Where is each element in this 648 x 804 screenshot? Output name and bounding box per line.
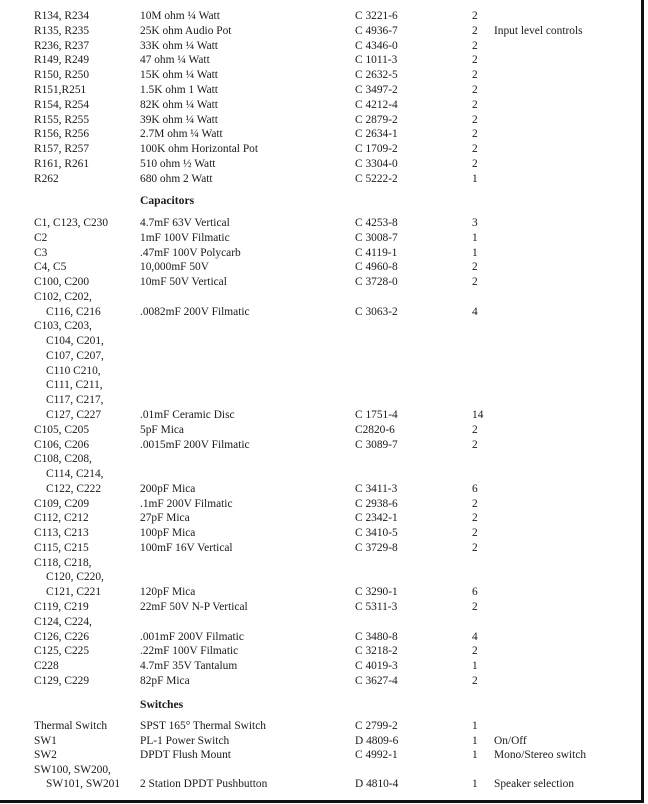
table-row [0,260,641,275]
part-quantity: 1 [472,172,478,185]
table-row [0,526,641,541]
part-description: 82K ohm ¼ Watt [140,98,218,111]
part-quantity: 2 [472,10,478,22]
part-number: C 4119-1 [355,246,398,259]
part-description: 39K ohm ¼ Watt [140,113,218,126]
part-number: C 5222-2 [355,172,398,185]
part-quantity: 2 [472,39,478,52]
part-quantity: 2 [472,128,478,141]
part-reference: C228 [34,660,59,673]
part-quantity: 2 [472,674,478,687]
part-number: C 2632-5 [355,69,398,82]
part-quantity: 2 [472,601,478,614]
part-number: C 1709-2 [355,143,398,156]
part-description: 10mF 50V Vertical [140,276,227,289]
part-reference: R134, R234 [34,10,90,22]
table-row [0,98,641,113]
part-quantity: 2 [472,54,478,67]
part-quantity: 2 [472,497,478,510]
part-description: 4.7mF 35V Tantalum [140,660,238,673]
part-description: 680 ohm 2 Watt [140,172,213,185]
table-row [0,630,641,645]
part-reference: SW2 [34,749,57,762]
table-row [0,644,641,659]
table-row [0,275,641,290]
part-note: Mono/Stereo switch [494,749,587,762]
table-row [0,216,641,231]
part-description: 10M ohm ¼ Watt [140,10,220,22]
part-description: 100mF 16V Vertical [140,541,233,554]
part-number: D 4809-6 [355,734,399,747]
table-row [0,763,641,778]
table-row [0,511,641,526]
table-row [0,334,641,349]
part-reference: R155, R255 [34,113,90,126]
table-row [0,68,641,83]
part-description: 82pF Mica [140,674,190,687]
part-description: .22mF 100V Filmatic [140,645,239,658]
table-row [0,349,641,364]
table-row [0,438,641,453]
part-reference: Thermal Switch [34,720,108,732]
table-row [0,393,641,408]
table-row [0,674,641,689]
part-reference: C103, C203, [34,320,92,333]
table-row [0,482,641,497]
part-reference: C3 [34,246,48,259]
table-row [0,53,641,68]
part-quantity: 2 [472,541,478,554]
part-description: 2 Station DPDT Pushbutton [140,778,268,791]
table-row [0,364,641,379]
part-description: .0015mF 200V Filmatic [140,438,250,451]
part-quantity: 4 [472,630,478,643]
table-row [0,570,641,585]
table-row [0,467,641,482]
part-description: .47mF 100V Polycarb [140,246,241,259]
part-reference: C114, C214, [46,468,104,481]
table-row [0,497,641,512]
part-reference: C113, C213 [34,527,89,540]
table-row [0,290,641,305]
part-reference: C106, C206 [34,438,90,451]
part-description: .1mF 200V Filmatic [140,497,233,510]
part-reference: R154, R254 [34,98,90,111]
part-quantity: 2 [472,276,478,289]
part-number: C 4960-8 [355,261,398,274]
part-description: 47 ohm ¼ Watt [140,54,210,67]
part-reference: C127, C227 [46,409,102,421]
part-number: C2820-6 [355,423,395,436]
table-row [0,408,641,423]
part-number: C 4346-0 [355,39,398,52]
part-reference: R262 [34,172,59,185]
table-row [0,748,641,763]
part-number: C 3221-6 [355,10,398,22]
part-reference: C120, C220, [46,571,104,584]
table-row [0,24,641,39]
part-quantity: 1 [472,778,478,791]
part-reference: C109, C209 [34,497,90,510]
part-quantity: 1 [472,246,478,259]
part-description: 1mF 100V Filmatic [140,231,230,244]
part-number: C 2938-6 [355,497,398,510]
table-row [0,246,641,261]
part-reference: SW1 [34,734,57,747]
part-number: C 3729-8 [355,541,398,554]
part-description: 27pF Mica [140,512,190,525]
part-reference: C121, C221 [46,586,102,599]
part-reference: C4, C5 [34,261,67,274]
part-quantity: 2 [472,113,478,126]
part-reference: C107, C207, [46,349,104,362]
capacitors-heading: Capacitors [140,194,195,207]
part-number: D 4810-4 [355,778,399,791]
part-number: C 4936-7 [355,24,398,37]
part-reference: C108, C208, [34,453,92,466]
part-description: 33K ohm ¼ Watt [140,39,218,52]
table-row [0,659,641,674]
part-reference: C102, C202, [34,290,92,303]
part-number: C 3218-2 [355,645,398,658]
table-row [0,423,641,438]
part-number: C 3627-4 [355,674,398,687]
part-reference: C126, C226 [34,630,90,643]
part-quantity: 1 [472,720,478,732]
part-quantity: 2 [472,527,478,540]
part-number: C 4992-1 [355,749,398,762]
part-description: 2.7M ohm ¼ Watt [140,128,223,141]
part-reference: R150, R250 [34,69,90,82]
part-number: C 2342-1 [355,512,398,525]
part-reference: C125, C225 [34,645,90,658]
part-reference: SW100, SW200, [34,763,111,776]
table-row [0,556,641,571]
table-row [0,378,641,393]
part-quantity: 2 [472,98,478,111]
part-reference: R157, R257 [34,143,90,156]
part-reference: R149, R249 [34,54,90,67]
part-reference: SW101, SW201 [46,778,121,791]
part-quantity: 2 [472,423,478,436]
part-reference: C105, C205 [34,423,90,436]
part-description: 15K ohm ¼ Watt [140,69,218,82]
part-description: 100pF Mica [140,527,196,540]
part-quantity: 6 [472,586,478,599]
table-row [0,39,641,54]
part-description: 200pF Mica [140,482,196,495]
part-reference: C104, C201, [46,335,104,348]
part-number: C 4019-3 [355,660,398,673]
part-number: C 3290-1 [355,586,398,599]
table-row [0,142,641,157]
part-number: C 3089-7 [355,438,398,451]
part-number: C 4253-8 [355,217,398,229]
part-description: 25K ohm Audio Pot [140,24,232,37]
part-quantity: 2 [472,438,478,451]
part-reference: C2 [34,231,48,244]
part-quantity: 2 [472,645,478,658]
part-quantity: 2 [472,261,478,274]
part-quantity: 1 [472,734,478,747]
part-quantity: 6 [472,482,478,495]
part-reference: C115, C215 [34,541,89,554]
part-description: 120pF Mica [140,586,196,599]
part-reference: R135, R235 [34,24,90,37]
part-note: Input level controls [494,24,583,37]
part-description: 4.7mF 63V Vertical [140,217,230,229]
part-reference: C124, C224, [34,615,92,628]
part-description: 1.5K ohm 1 Watt [140,84,218,96]
part-reference: R236, R237 [34,39,90,52]
table-row [0,615,641,630]
table-row [0,541,641,556]
part-reference: C110 C210, [46,364,101,377]
part-number: C 2799-2 [355,720,398,732]
part-quantity: 1 [472,231,478,244]
part-number: C 3410-5 [355,527,398,540]
part-quantity: 3 [472,217,478,229]
table-row [0,83,641,98]
part-number: C 3497-2 [355,84,398,96]
table-row [0,157,641,172]
part-reference: R151,R251 [34,84,87,96]
table-row [0,600,641,615]
table-row [0,319,641,334]
part-quantity: 2 [472,84,478,96]
table-row [0,231,641,246]
part-quantity: 2 [472,69,478,82]
part-number: C 1011-3 [355,54,398,67]
part-reference: C117, C217, [46,394,104,407]
part-number: C 4212-4 [355,98,398,111]
part-reference: C122, C222 [46,482,102,495]
part-reference: C100, C200 [34,276,90,289]
part-quantity: 2 [472,158,478,170]
switches-heading: Switches [140,698,184,711]
part-number: C 3728-0 [355,276,398,289]
part-reference: C119, C219 [34,601,89,614]
part-reference: C116, C216 [46,305,101,318]
part-description: .001mF 200V Filmatic [140,630,244,643]
part-quantity: 2 [472,512,478,525]
table-row [0,113,641,128]
table-row [0,585,641,600]
part-reference: R156, R256 [34,128,90,141]
part-reference: C1, C123, C230 [34,217,109,229]
part-number: C 3304-0 [355,158,398,170]
part-reference: R161, R261 [34,158,90,170]
part-description: SPST 165° Thermal Switch [140,720,266,732]
part-quantity: 1 [472,660,478,673]
part-description: .0082mF 200V Filmatic [140,305,250,318]
part-note: Speaker selection [494,778,575,791]
part-reference: C111, C211, [46,379,103,392]
table-row [0,9,641,24]
part-quantity: 4 [472,305,478,318]
part-quantity: 14 [472,409,484,421]
part-number: C 1751-4 [355,409,398,421]
part-number: C 2634-1 [355,128,398,141]
part-description: DPDT Flush Mount [140,749,231,762]
part-description: 5pF Mica [140,423,184,436]
part-reference: C118, C218, [34,556,92,569]
part-number: C 3411-3 [355,482,398,495]
part-description: 10,000mF 50V [140,261,209,274]
part-note: On/Off [494,734,527,747]
part-description: 100K ohm Horizontal Pot [140,143,259,156]
part-reference: C129, C229 [34,674,90,687]
table-row [0,734,641,749]
part-description: 510 ohm ½ Watt [140,158,216,170]
part-quantity: 1 [472,749,478,762]
part-number: C 3063-2 [355,305,398,318]
part-reference: C112, C212 [34,512,89,525]
table-row [0,305,641,320]
part-number: C 2879-2 [355,113,398,126]
part-quantity: 2 [472,24,478,37]
part-number: C 3008-7 [355,231,398,244]
part-quantity: 2 [472,143,478,156]
table-row [0,172,641,187]
part-number: C 5311-3 [355,601,398,614]
table-row [0,127,641,142]
part-description: .01mF Ceramic Disc [140,409,235,421]
table-row [0,777,641,792]
part-description: 22mF 50V N-P Vertical [140,601,248,614]
table-row [0,719,641,734]
table-row [0,452,641,467]
part-number: C 3480-8 [355,630,398,643]
part-description: PL-1 Power Switch [140,734,230,747]
